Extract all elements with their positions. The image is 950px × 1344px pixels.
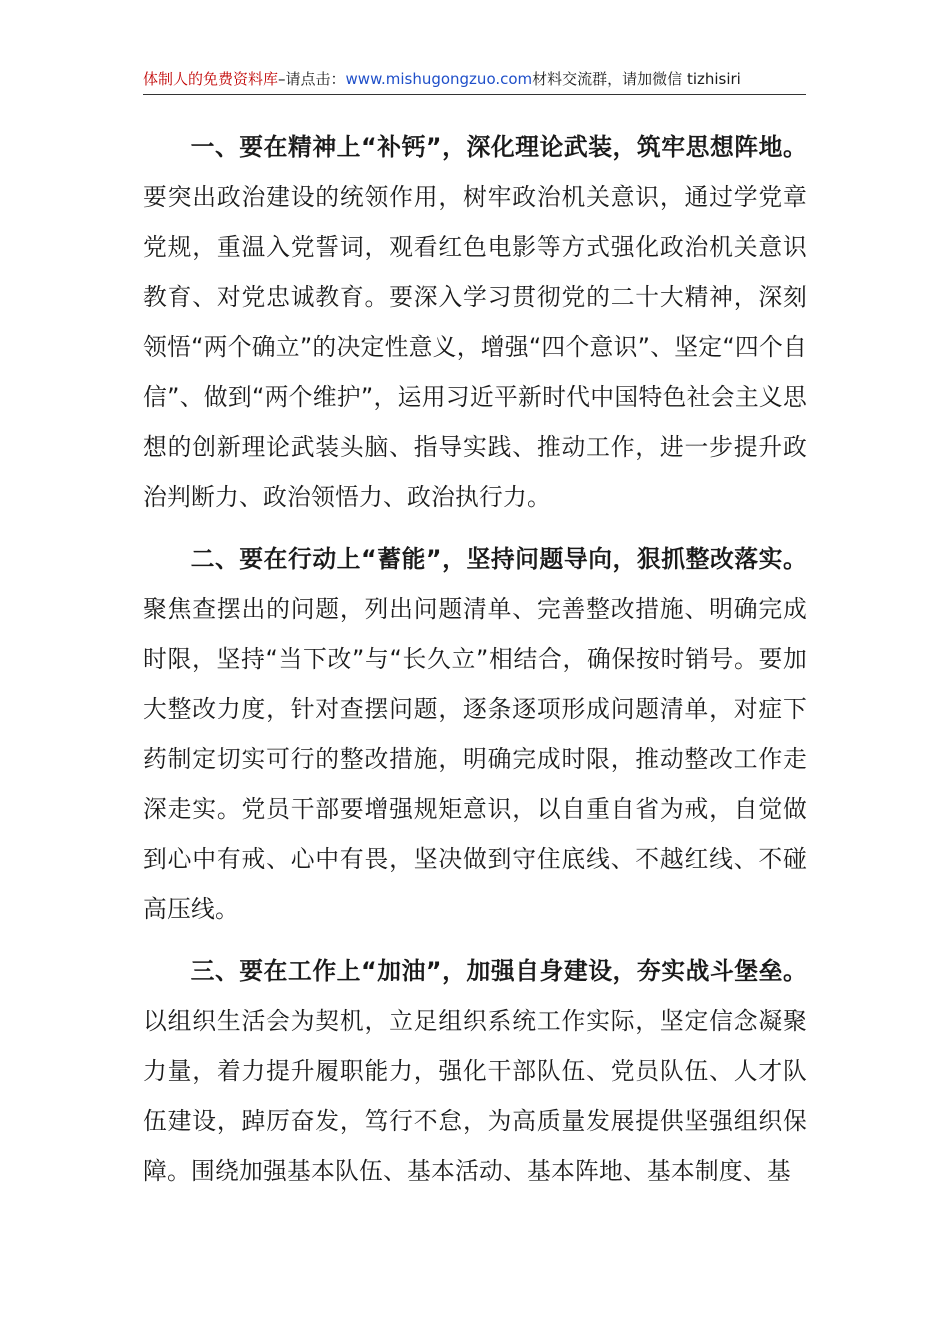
paragraph-2-body: 聚焦查摆出的问题，列出问题清单、完善整改措施、明确完成时限，坚持“当下改”与“长久立”相结合，确保按时销号。要加大整改力度，针对查摆问题，逐条逐项形成问题清单，对症下药制定切实可行的整改措施，明确完成时限，推动整改工作走深走实。党员干部要增强规矩意识，以自重自省为戒，自觉做到心中有戒、心中有畏，坚决做到守住底线、不越红线、不碰高压线。 xyxy=(143,595,807,923)
paragraph-2 xyxy=(143,534,807,934)
page-header xyxy=(143,66,806,95)
header-click-prompt: –请点击： xyxy=(278,70,346,88)
paragraph-1 xyxy=(143,122,807,522)
paragraph-3 xyxy=(143,946,807,1196)
paragraph-3-heading: 三、要在工作上“加油”，加强自身建设，夯实战斗堡垒。 xyxy=(190,957,807,985)
paragraph-1-heading: 一、要在精神上“补钙”，深化理论武装，筑牢思想阵地。 xyxy=(190,133,807,161)
paragraph-1-body: 要突出政治建设的统领作用，树牢政治机关意识，通过学党章党规，重温入党誓词，观看红色电影等方式强化政治机关意识教育、对党忠诚教育。要深入学习贯彻党的二十大精神，深刻领悟“两个确立”的决定性意义，增强“四个意识”、坚定“四个自信”、做到“两个维护”，运用习近平新时代中国特色社会主义思想的创新理论武装头脑、指导实践、推动工作，进一步提升政治判断力、政治领悟力、政治执行力。 xyxy=(143,183,807,511)
header-url-link[interactable]: www.mishugongzuo.com xyxy=(345,70,533,88)
document-body xyxy=(143,122,807,1208)
header-contact: 材料交流群，请加微信 tizhisiri xyxy=(532,70,741,88)
paragraph-2-heading: 二、要在行动上“蓄能”，坚持问题导向，狠抓整改落实。 xyxy=(190,545,807,573)
header-brand: 体制人的免费资料库 xyxy=(143,70,279,88)
paragraph-3-body: 以组织生活会为契机，立足组织系统工作实际，坚定信念凝聚力量，着力提升履职能力，强化干部队伍、党员队伍、人才队伍建设，踔厉奋发，笃行不怠，为高质量发展提供坚强组织保障。围绕加强基本队伍、基本活动、基本阵地、基本制度、基 xyxy=(143,1007,807,1185)
